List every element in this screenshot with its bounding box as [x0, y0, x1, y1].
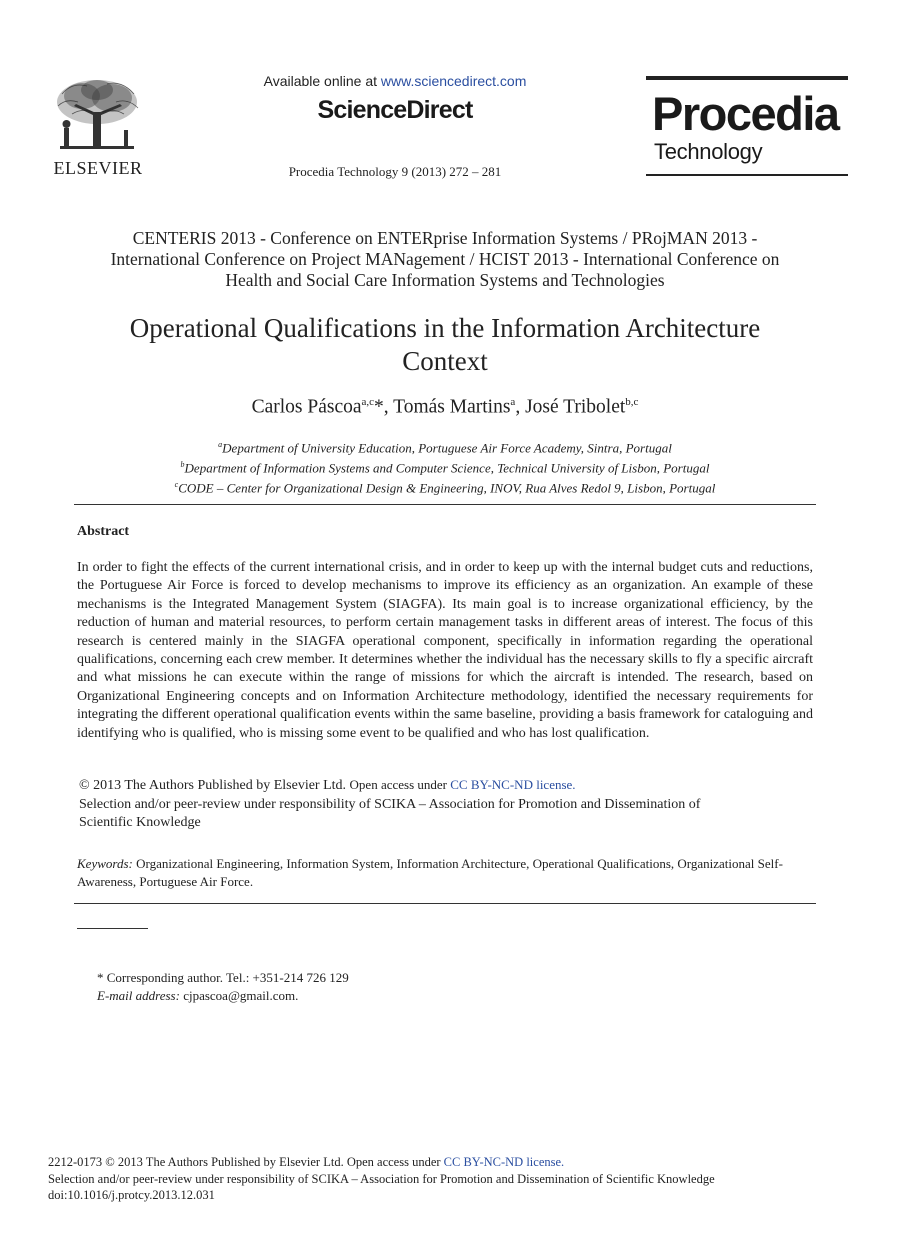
author-name: José Tribolet — [525, 396, 626, 418]
conference-name — [80, 228, 810, 291]
elsevier-logo — [50, 76, 146, 178]
available-prefix: Available online at — [263, 73, 381, 89]
author-affil-sup: a — [510, 396, 516, 408]
open-access-text: Open access under — [349, 777, 451, 792]
bottom-license-link[interactable]: CC BY-NC-ND license. — [443, 1155, 565, 1169]
procedia-logo — [646, 76, 848, 176]
bottom-info — [48, 1154, 868, 1204]
affiliation-sup: c — [174, 479, 179, 489]
keywords-text: Organizational Engineering, Information System, Information Architecture, Operational Qualifications, Organizational Self-Awareness, Portuguese Air Force. — [77, 856, 783, 889]
affiliation-text: CODE – Center for Organizational Design & Engineering, INOV, Rua Alves Redol 9, Lisbon, Portugal — [178, 479, 716, 495]
title-line-1: Operational Qualifications in the Information Architecture — [129, 313, 761, 343]
affiliation-item — [80, 457, 810, 477]
affiliation-text: Department of University Education, Portuguese Air Force Academy, Sintra, Portugal — [222, 440, 672, 456]
doi-line[interactable]: doi:10.1016/j.protcy.2013.12.031 — [48, 1188, 215, 1202]
paper-title — [80, 312, 810, 378]
conference-line-1: CENTERIS 2013 - Conference on ENTERprise Information Systems / PRojMAN 2013 - — [132, 228, 758, 248]
author-name: Tomás Martins — [393, 396, 511, 418]
author-affil-sup: b,c — [625, 396, 639, 408]
elsevier-wordmark: ELSEVIER — [53, 158, 143, 178]
sciencedirect-brand: ScienceDirect — [317, 96, 473, 124]
affiliation-sup: b — [180, 459, 185, 469]
copyright-text: © 2013 The Authors Published by Elsevier Ltd. — [79, 778, 350, 793]
issn-text: 2212-0173 © 2013 The Authors Published by Elsevier Ltd. Open access under — [48, 1155, 444, 1169]
author-list — [80, 396, 810, 419]
journal-reference: Procedia Technology 9 (2013) 272 – 281 — [288, 164, 502, 179]
procedia-rule-bottom — [646, 174, 848, 176]
procedia-wordmark: Procedia — [652, 87, 839, 140]
author-separator: , — [383, 396, 394, 418]
email-line — [97, 987, 349, 1005]
bottom-review-line: Selection and/or peer-review under responsibility of SCIKA – Association for Promotion and Dissemination of Scientific Knowledge — [48, 1171, 715, 1186]
footnote-rule — [77, 928, 148, 929]
keywords-label: Keywords: — [77, 856, 133, 871]
review-line-1: Selection and/or peer-review under responsibility of SCIKA – Association for Promotion and Dissemination of — [79, 796, 701, 812]
corresponding-author: * Corresponding author. Tel.: +351-214 726 129 — [97, 970, 349, 985]
abstract-heading: Abstract — [77, 524, 130, 539]
divider-top — [74, 504, 816, 505]
footnote — [97, 969, 349, 1004]
license-link[interactable]: CC BY-NC-ND license. — [450, 777, 576, 792]
affiliation-text: Department of Information Systems and Computer Science, Technical University of Lisbon, Portugal — [184, 460, 710, 476]
conference-line-3: Health and Social Care Information Systems and Technologies — [225, 270, 665, 290]
procedia-subtitle: Technology — [654, 139, 763, 164]
procedia-rule-top — [646, 76, 848, 80]
affiliation-item — [80, 437, 810, 457]
affiliation-list — [80, 437, 810, 496]
author-separator: , — [515, 396, 526, 418]
sciencedirect-link[interactable]: www.sciencedirect.com — [380, 73, 527, 89]
review-line-2: Scientific Knowledge — [79, 815, 201, 830]
issn-line — [48, 1154, 868, 1171]
author-affil-sup: a,c — [361, 396, 375, 408]
conference-line-2: International Conference on Project MANagement / HCIST 2013 - International Conference on — [110, 249, 780, 269]
author-name: Carlos Páscoa — [251, 396, 362, 418]
title-line-2: Context — [402, 346, 488, 376]
copyright-line — [79, 776, 815, 796]
affiliation-sup: a — [218, 440, 223, 449]
corresponding-mark: * — [374, 396, 384, 418]
divider-bottom — [74, 903, 816, 904]
affiliation-item — [80, 477, 810, 497]
available-online-line — [200, 73, 590, 89]
elsevier-tree-icon — [52, 76, 142, 154]
email-label: E-mail address: — [97, 987, 180, 1003]
email-address[interactable]: cjpascoa@gmail.com. — [179, 987, 299, 1003]
copyright-block — [79, 776, 815, 833]
keywords-block — [77, 855, 813, 890]
abstract-text: In order to fight the effects of the current international crisis, and in order to keep up with the internal budget cuts and reductions, the Portuguese Air Force is forced to develop mechanisms to improve its efficiency as an organization. An example of these mechanisms is the Integrated Management System (SIAGFA). Its main goal is to increase organizational efficiency, by the reduction of human and material resources, to perform certain management tasks in different areas of interest. The focus of this research is centered mainly in the SIAGFA operational component, specifically in information regarding the operational qualifications, concerning each crew member. It determines whether the individual has the necessary skills to fly a specific aircraft and what missions he can execute within the range of missions for which the aircraft is intended. The research, based on Organizational Engineering concepts and on Information Architecture methodology, identified the necessary requirements for integrating the different operational qualification events within the same baseline, providing a basis framework for cataloguing and identifying who is qualified, who is missing some event to be qualified and who has lost qualification. — [77, 560, 813, 741]
